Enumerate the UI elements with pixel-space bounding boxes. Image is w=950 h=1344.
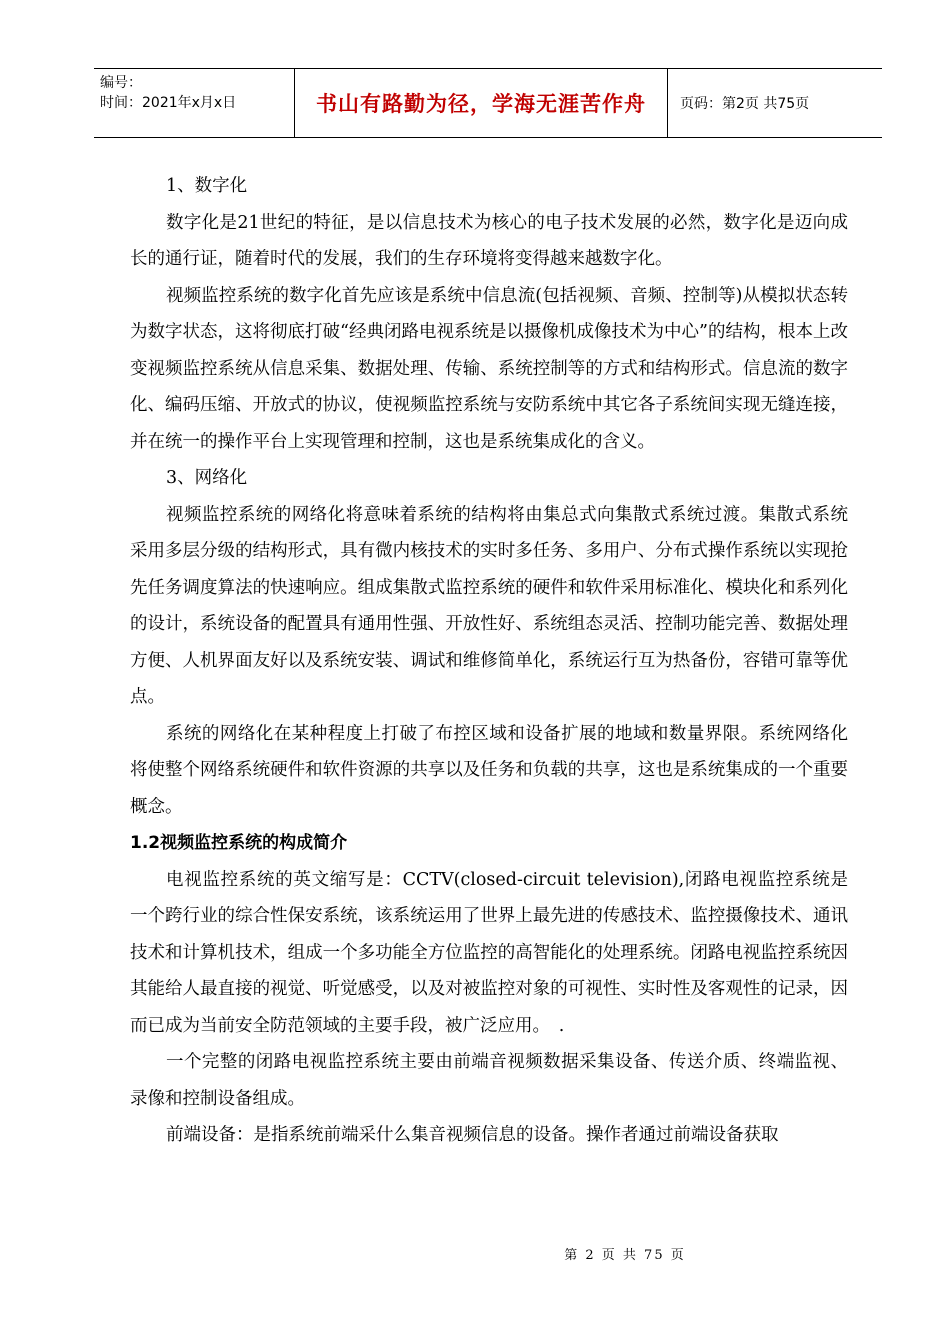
- paragraph: 系统的网络化在某种程度上打破了布控区域和设备扩展的地域和数量界限。系统网络化将使整个网络系统硬件和软件资源的共享以及任务和负载的共享，这也是系统集成的一个重要概念。: [130, 723, 848, 817]
- paragraph: 视频监控系统的网络化将意味着系统的结构将由集总式向集散式系统过渡。集散式系统采用多层分级的结构形式，具有微内核技术的实时多任务、多用户、分布式操作系统以实现抢先任务调度算法的快速响应。组成集散式监控系统的硬件和软件采用标准化、模块化和系列化的设计，系统设备的配置具有通用性强、开放性好、系统组态灵活、控制功能完善、数据处理方便、人机界面友好以及系统安装、调试和维修简单化，系统运行互为热备份，容错可靠等优点。: [130, 504, 848, 707]
- paragraph: 电视监控系统的英文缩写是：CCTV(closed-circuit television),闭路电视监控系统是一个跨行业的综合性保安系统，该系统运用了世界上最先进的传感技术、监控摄像技术、通讯技术和计算机技术，组成一个多功能全方位监控的高智能化的处理系统。闭路电视监控系统因其能给人最直接的视觉、听觉感受，以及对被监控对象的可视性、实时性及客观性的记录，因而已成为当前安全防范领域的主要手段，被广泛应用。 .: [130, 869, 848, 1036]
- paragraph: 数字化是21世纪的特征，是以信息技术为核心的电子技术发展的必然，数字化是迈向成长的通行证，随着时代的发展，我们的生存环境将变得越来越数字化。: [130, 212, 848, 269]
- paragraph: 视频监控系统的数字化首先应该是系统中信息流(包括视频、音频、控制等)从模拟状态转为数字状态，这将彻底打破“经典闭路电视系统是以摄像机成像技术为中心”的结构，根本上改变视频监控系统从信息采集、数据处理、传输、系统控制等的方式和结构形式。信息流的数字化、编码压缩、开放式的协议，使视频监控系统与安防系统中其它各子系统间实现无缝连接，并在统一的操作平台上实现管理和控制，这也是系统集成化的含义。: [130, 285, 848, 452]
- document-time-label: 时间：2021年x月x日: [100, 95, 237, 111]
- footer-page-number: 第 2 页 共 75 页: [564, 1248, 686, 1263]
- page-header: [94, 68, 882, 138]
- header-meta: [94, 69, 294, 137]
- page-footer: [0, 1244, 950, 1263]
- paragraph: 一个完整的闭路电视监控系统主要由前端音视频数据采集设备、传送介质、终端监视、录像和控制设备组成。: [130, 1052, 848, 1109]
- section-title-networking: 3、网络化: [166, 468, 248, 488]
- header-motto: 书山有路勤为径，学海无涯苦作舟: [294, 69, 668, 137]
- section-title-digitization: 1、数字化: [166, 176, 248, 196]
- document-number-label: 编号：: [100, 75, 142, 91]
- section-heading-1-2: 1.2视频监控系统的构成简介: [130, 833, 348, 853]
- document-body: [130, 168, 848, 1154]
- header-page-label: 页码：第2页 共75页: [680, 96, 810, 112]
- paragraph: 前端设备：是指系统前端采什么集音视频信息的设备。操作者通过前端设备获取: [166, 1125, 779, 1145]
